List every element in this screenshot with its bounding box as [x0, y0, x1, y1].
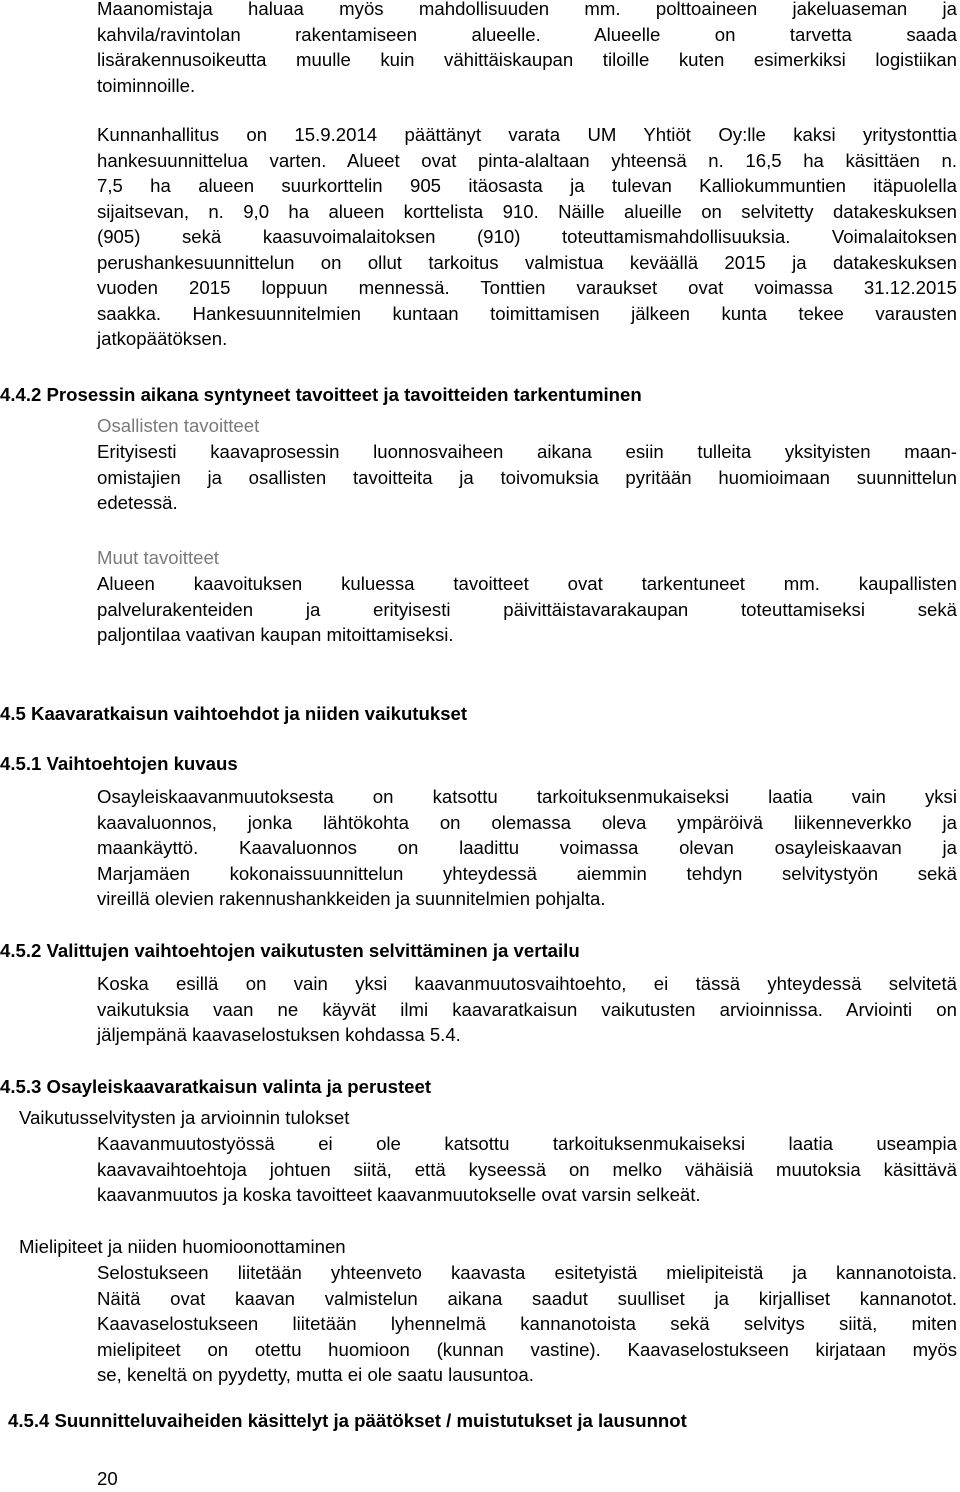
text-line: Selostukseen liitetään yhteenveto kaavasta esitetyistä mielipiteistä ja kannanotoista.: [97, 1262, 957, 1283]
paragraph-landowner-wishes: [97, 0, 957, 98]
heading-4-5-2: 4.5.2 Valittujen vaihtoehtojen vaikutusten selvittäminen ja vertailu: [0, 940, 580, 961]
text-line: omistajien ja osallisten tavoitteita ja toivomuksia pyritään huomioimaan suunnittelun: [97, 466, 957, 488]
text-line: kahvila/ravintolan rakentamiseen alueelle. Alueelle on tarvetta saada: [97, 23, 957, 45]
subheading-opinions: Mielipiteet ja niiden huomioonottaminen: [19, 1236, 346, 1257]
text-line: se, keneltä on pyydetty, mutta ei ole saatu lausuntoa.: [97, 1364, 534, 1385]
text-line: toiminnoille.: [97, 74, 196, 96]
text-line: kaavavaihtoehtoja johtuen siitä, että kyseessä on melko vähäisiä muutoksia käsittävä: [97, 1158, 957, 1180]
text-line: lisärakennusoikeutta muulle kuin vähittäiskaupan tiloille kuten esimerkiksi logistiikan: [97, 49, 957, 70]
text-line: paljontilaa vaativan kaupan mitoittamiseksi.: [97, 624, 454, 645]
text-line: 7,5 ha alueen suurkorttelin 905 itäosasta ja tulevan Kalliokummuntien itäpuolella: [97, 175, 957, 196]
text-line: Erityisesti kaavaprosessin luonnosvaiheen aikana esiin tulleita yksityisten maan-: [97, 441, 957, 462]
text-line: Alueen kaavoituksen kuluessa tavoitteet ovat tarkentuneet mm. kaupallisten: [97, 573, 957, 594]
heading-4-5-3: 4.5.3 Osayleiskaavaratkaisun valinta ja perusteet: [0, 1076, 432, 1097]
paragraph-stakeholder-goals: [97, 439, 957, 516]
page-number: 20: [97, 1468, 118, 1489]
subheading-other-goals: Muut tavoitteet: [97, 547, 219, 568]
subheading-assessment-results: Vaikutusselvitysten ja arvioinnin tulokset: [19, 1107, 350, 1128]
text-line: Koska esillä on vain yksi kaavanmuutosvaihtoehto, ei tässä yhteydessä selvitetä: [97, 973, 957, 994]
text-line: palvelurakenteiden ja erityisesti päivittäistavarakaupan toteuttamiseksi sekä: [97, 598, 957, 620]
text-line: (905) sekä kaasuvoimalaitoksen (910) toteuttamismahdollisuuksia. Voimalaitoksen: [97, 226, 957, 247]
text-line: edetessä.: [97, 492, 178, 513]
text-line: perushankesuunnittelun on ollut tarkoitus valmistua keväällä 2015 ja datakeskuksen: [97, 251, 957, 273]
text-line: vuoden 2015 loppuun mennessä. Tonttien varaukset ovat voimassa 31.12.2015: [97, 277, 957, 298]
heading-4-5-1: 4.5.1 Vaihtoehtojen kuvaus: [0, 753, 238, 774]
text-line: vireillä olevien rakennushankkeiden ja suunnitelmien pohjalta.: [97, 888, 606, 909]
text-line: saakka. Hankesuunnitelmien kuntaan toimittamisen jälkeen kunta tekee varausten: [97, 302, 957, 324]
text-line: Marjamäen kokonaissuunnittelun yhteydessä aiemmin tehdyn selvitystyön sekä: [97, 862, 957, 884]
text-line: jäljempänä kaavaselostuksen kohdassa 5.4.: [97, 1024, 461, 1045]
text-line: maankäyttö. Kaavaluonnos on laadittu voimassa olevan osayleiskaavan ja: [97, 837, 957, 858]
heading-4-5-4: 4.5.4 Suunnitteluvaiheiden käsittelyt ja päätökset / muistutukset ja lausunnot: [8, 1410, 687, 1431]
subheading-stakeholder-goals: Osallisten tavoitteet: [97, 415, 260, 436]
paragraph-plot-reservation: [97, 122, 957, 352]
paragraph-alternatives-description: [97, 784, 957, 912]
heading-4-4-2: 4.4.2 Prosessin aikana syntyneet tavoitteet ja tavoitteiden tarkentuminen: [0, 384, 642, 405]
text-line: kaavanmuutos ja koska tavoitteet kaavanmuutokselle ovat varsin selkeät.: [97, 1184, 701, 1205]
text-line: mielipiteet on otettu huomioon (kunnan vastine). Kaavaselostukseen kirjataan myös: [97, 1338, 957, 1360]
text-line: Maanomistaja haluaa myös mahdollisuuden mm. polttoaineen jakeluaseman ja: [97, 0, 957, 19]
text-line: kaavaluonnos, jonka lähtökohta on olemassa oleva ympäröivä liikenneverkko ja: [97, 811, 957, 833]
paragraph-impact-comparison: [97, 971, 957, 1048]
text-line: vaikutuksia vaan ne käyvät ilmi kaavaratkaisun vaikutusten arvioinnissa. Arviointi on: [97, 998, 957, 1020]
text-line: Kaavanmuutostyössä ei ole katsottu tarkoituksenmukaiseksi laatia useampia: [97, 1133, 957, 1154]
text-line: Kunnanhallitus on 15.9.2014 päättänyt varata UM Yhtiöt Oy:lle kaksi yritystonttia: [97, 124, 957, 145]
text-line: Kaavaselostukseen liitetään lyhennelmä kannanotoista sekä selvitys siitä, miten: [97, 1313, 957, 1334]
text-line: Osayleiskaavanmuutoksesta on katsottu tarkoituksenmukaiseksi laatia vain yksi: [97, 786, 957, 807]
heading-4-5: 4.5 Kaavaratkaisun vaihtoehdot ja niiden vaikutukset: [0, 703, 468, 724]
text-line: jatkopäätöksen.: [97, 328, 228, 349]
paragraph-assessment-results: [97, 1131, 957, 1208]
paragraph-other-goals: [97, 571, 957, 648]
text-line: hankesuunnittelua varten. Alueet ovat pinta-alaltaan yhteensä n. 16,5 ha käsittäen n.: [97, 149, 957, 171]
text-line: Näitä ovat kaavan valmistelun aikana saadut suulliset ja kirjalliset kannanotot.: [97, 1287, 957, 1309]
paragraph-opinions: [97, 1260, 957, 1388]
text-line: sijaitsevan, n. 9,0 ha alueen korttelista 910. Näille alueille on selvitetty datakeskuksen: [97, 200, 957, 222]
